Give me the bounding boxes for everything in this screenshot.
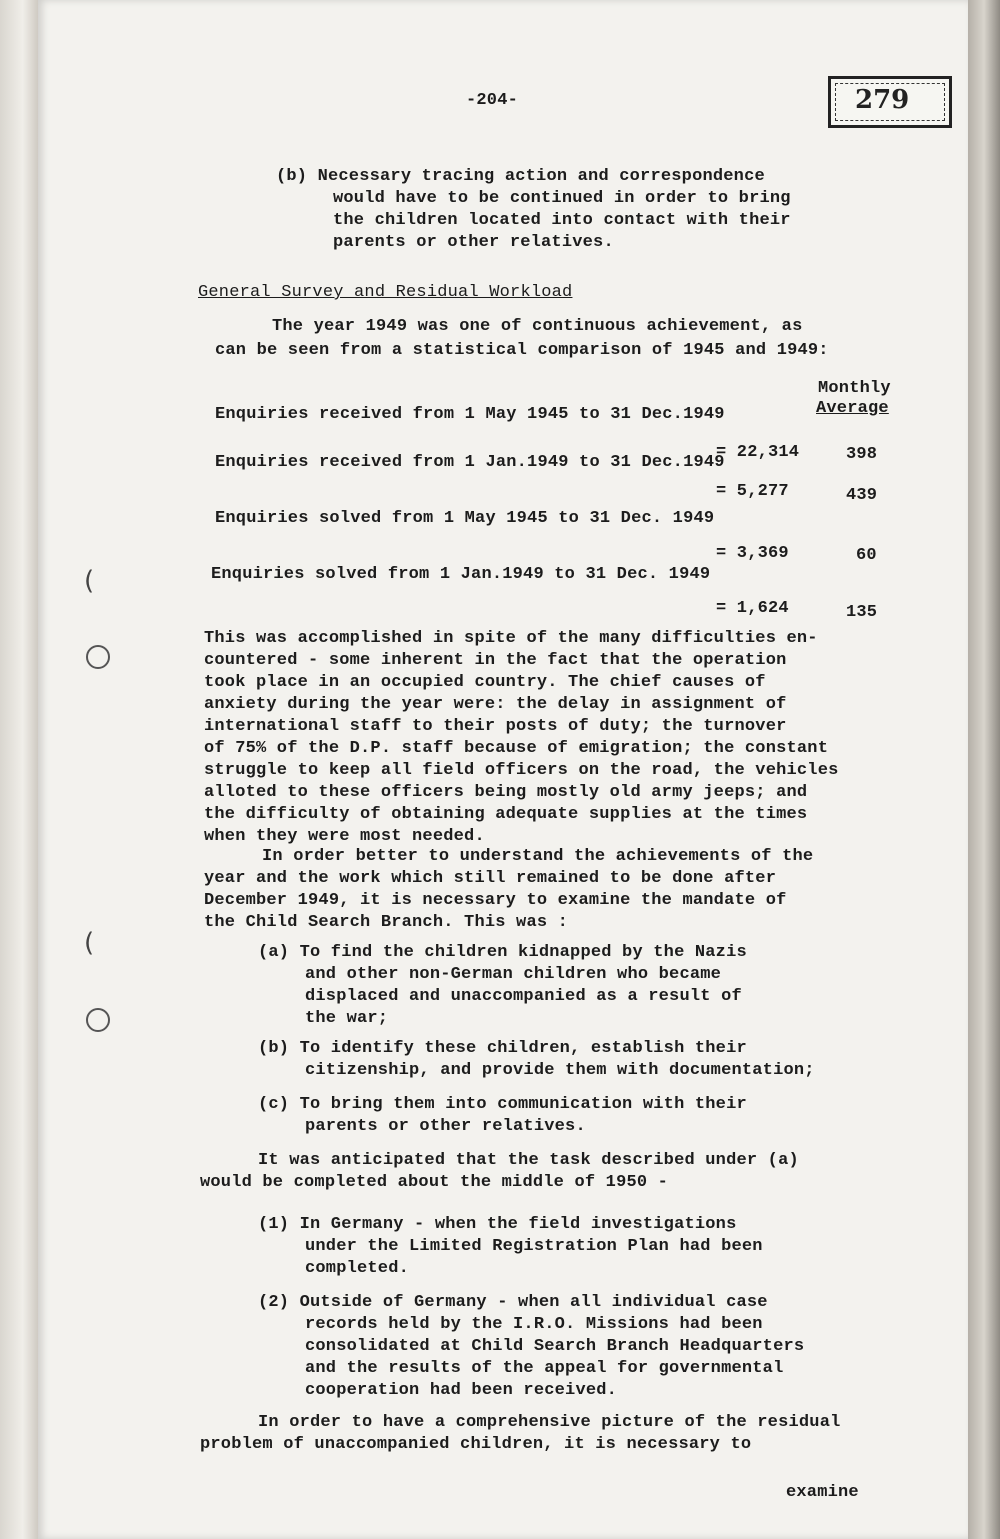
difficulties-line: This was accomplished in spite of the many difficulties en- — [204, 629, 818, 648]
archive-stamp — [828, 76, 952, 128]
mandate-line: In order better to understand the achievements of the — [262, 847, 814, 866]
difficulties-line: anxiety during the year were: the delay in assignment of — [204, 695, 787, 714]
stat-average: 60 — [856, 546, 877, 565]
item-a-line: the war; — [305, 1009, 389, 1028]
item-2-line: cooperation had been received. — [305, 1381, 618, 1400]
stat-average: 398 — [846, 445, 878, 464]
difficulties-line: international staff to their posts of duty; the turnover — [204, 717, 787, 736]
stat-label: Enquiries solved from 1 Jan.1949 to 31 Dec. 1949 — [211, 565, 711, 584]
item-c-line: (c) To bring them into communication with their — [258, 1095, 747, 1114]
binding-edge — [0, 0, 38, 1539]
difficulties-line: countered - some inherent in the fact that the operation — [204, 651, 787, 670]
closing-line: problem of unaccompanied children, it is necessary to — [200, 1435, 752, 1454]
item-2-line: consolidated at Child Search Branch Headquarters — [305, 1337, 805, 1356]
page-number: -204- — [466, 91, 519, 110]
anticipated-line: It was anticipated that the task described under (a) — [258, 1151, 799, 1170]
stat-label: Enquiries received from 1 May 1945 to 31 Dec.1949 — [215, 405, 725, 424]
difficulties-line: struggle to keep all field officers on the road, the vehicles — [204, 761, 839, 780]
difficulties-line: alloted to these officers being mostly old army jeeps; and — [204, 783, 808, 802]
page-stack-edge — [968, 0, 1000, 1539]
column-header-monthly: Monthly — [818, 379, 891, 398]
punch-hole — [86, 1008, 110, 1032]
intro-line: can be seen from a statistical comparison of 1945 and 1949: — [215, 341, 829, 360]
stamp-number: 279 — [855, 85, 910, 115]
item-b-line: (b) To identify these children, establish their — [258, 1039, 747, 1058]
item-a-line: and other non-German children who became — [305, 965, 722, 984]
item-b-line: citizenship, and provide them with documentation; — [305, 1061, 815, 1080]
item-a-line: (a) To find the children kidnapped by the Nazis — [258, 943, 747, 962]
item-1-line: under the Limited Registration Plan had been — [305, 1237, 763, 1256]
stat-average: 135 — [846, 603, 878, 622]
catchword: examine — [786, 1483, 859, 1502]
item-a-line: displaced and unaccompanied as a result of — [305, 987, 742, 1006]
section-heading: General Survey and Residual Workload — [198, 283, 573, 302]
para-b-line: (b) Necessary tracing action and correspondence — [276, 167, 765, 186]
anticipated-line: would be completed about the middle of 1950 - — [200, 1173, 669, 1192]
stat-label: Enquiries solved from 1 May 1945 to 31 Dec. 1949 — [215, 509, 715, 528]
item-c-line: parents or other relatives. — [305, 1117, 586, 1136]
stat-average: 439 — [846, 486, 878, 505]
item-1-line: completed. — [305, 1259, 410, 1278]
item-2-line: records held by the I.R.O. Missions had been — [305, 1315, 763, 1334]
stat-value: = 5,277 — [716, 482, 789, 501]
margin-bracket: ( — [84, 928, 95, 958]
stat-label: Enquiries received from 1 Jan.1949 to 31 Dec.1949 — [215, 453, 725, 472]
item-2-line: and the results of the appeal for governmental — [305, 1359, 784, 1378]
para-b-line: the children located into contact with their — [333, 211, 791, 230]
punch-hole — [86, 645, 110, 669]
difficulties-line: of 75% of the D.P. staff because of emigration; the constant — [204, 739, 829, 758]
column-header-average: Average — [816, 399, 889, 418]
stat-value: = 3,369 — [716, 544, 789, 563]
para-b-line: would have to be continued in order to bring — [333, 189, 791, 208]
mandate-line: the Child Search Branch. This was : — [204, 913, 569, 932]
mandate-line: December 1949, it is necessary to examine the mandate of — [204, 891, 787, 910]
difficulties-line: the difficulty of obtaining adequate supplies at the times — [204, 805, 808, 824]
difficulties-line: when they were most needed. — [204, 827, 485, 846]
mandate-line: year and the work which still remained to be done after — [204, 869, 777, 888]
item-1-line: (1) In Germany - when the field investigations — [258, 1215, 737, 1234]
stat-value: = 22,314 — [716, 443, 800, 462]
stat-value: = 1,624 — [716, 599, 789, 618]
difficulties-line: took place in an occupied country. The chief causes of — [204, 673, 766, 692]
margin-bracket: ( — [84, 566, 95, 596]
para-b-line: parents or other relatives. — [333, 233, 614, 252]
item-2-line: (2) Outside of Germany - when all individual case — [258, 1293, 768, 1312]
closing-line: In order to have a comprehensive picture of the residual — [258, 1413, 841, 1432]
intro-line: The year 1949 was one of continuous achievement, as — [272, 317, 803, 336]
